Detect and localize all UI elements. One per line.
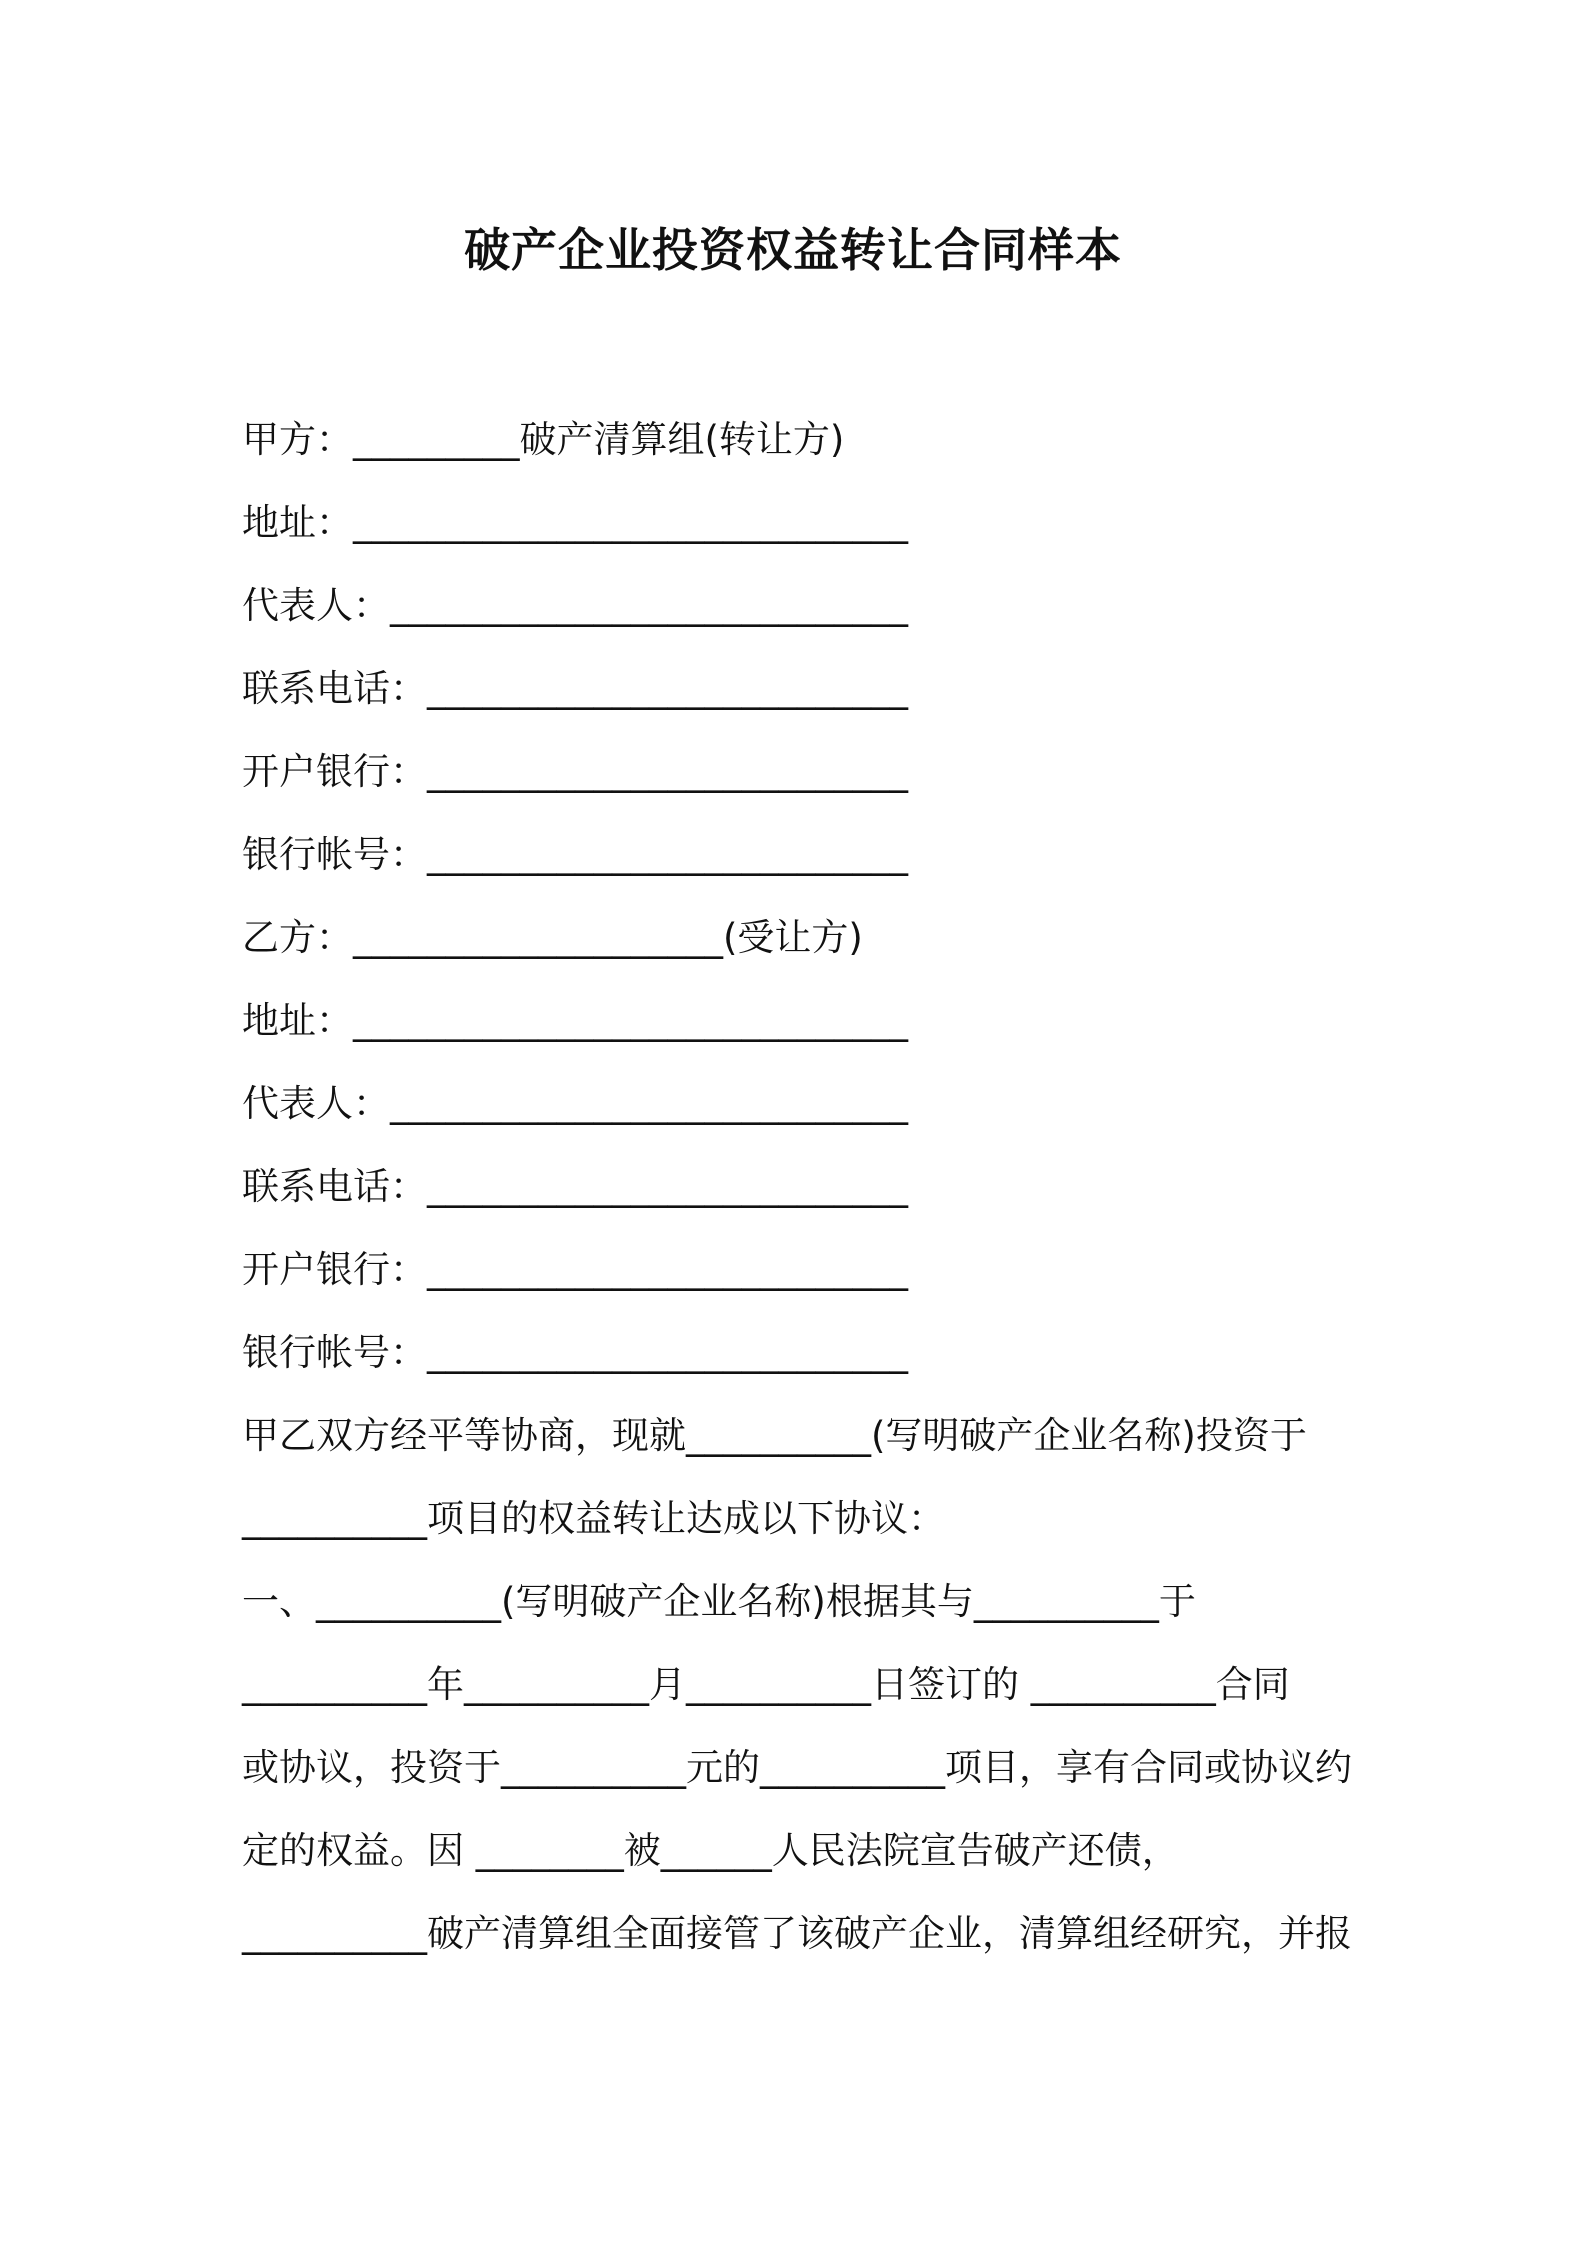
document-title: 破产企业投资权益转让合同样本 [464,223,1122,277]
party-a-line: 甲方：_________破产清算组(转让方) [242,418,845,461]
intro-paragraph-line-1: 甲乙双方经平等协商，现就__________(写明破产企业名称)投资于 [242,1414,1307,1457]
party-b-phone-line: 联系电话：__________________________ [242,1165,908,1208]
clause-one-line-1: 一、__________(写明破产企业名称)根据其与__________于 [242,1580,1196,1623]
party-a-representative-line: 代表人：____________________________ [242,584,908,627]
party-a-address-line: 地址：______________________________ [242,501,908,544]
party-b-representative-line: 代表人：____________________________ [242,1082,908,1125]
clause-one-line-2: __________年__________月__________日签订的 __________合同 [242,1663,1290,1706]
party-b-address-line: 地址：______________________________ [242,999,908,1042]
party-b-account-line: 银行帐号：__________________________ [242,1331,908,1374]
intro-paragraph-line-2: __________项目的权益转让达成以下协议： [242,1497,945,1540]
clause-one-line-3: 或协议，投资于__________元的__________项目，享有合同或协议约 [242,1746,1352,1789]
clause-one-line-4: 定的权益。因 ________被______人民法院宣告破产还债， [242,1829,1179,1872]
party-b-bank-line: 开户银行：__________________________ [242,1248,908,1291]
party-a-bank-line: 开户银行：__________________________ [242,750,908,793]
party-a-account-line: 银行帐号：__________________________ [242,833,908,876]
party-a-phone-line: 联系电话：__________________________ [242,667,908,710]
party-b-line: 乙方：____________________(受让方) [242,916,863,959]
clause-one-line-5: __________破产清算组全面接管了该破产企业，清算组经研究，并报 [242,1912,1352,1955]
